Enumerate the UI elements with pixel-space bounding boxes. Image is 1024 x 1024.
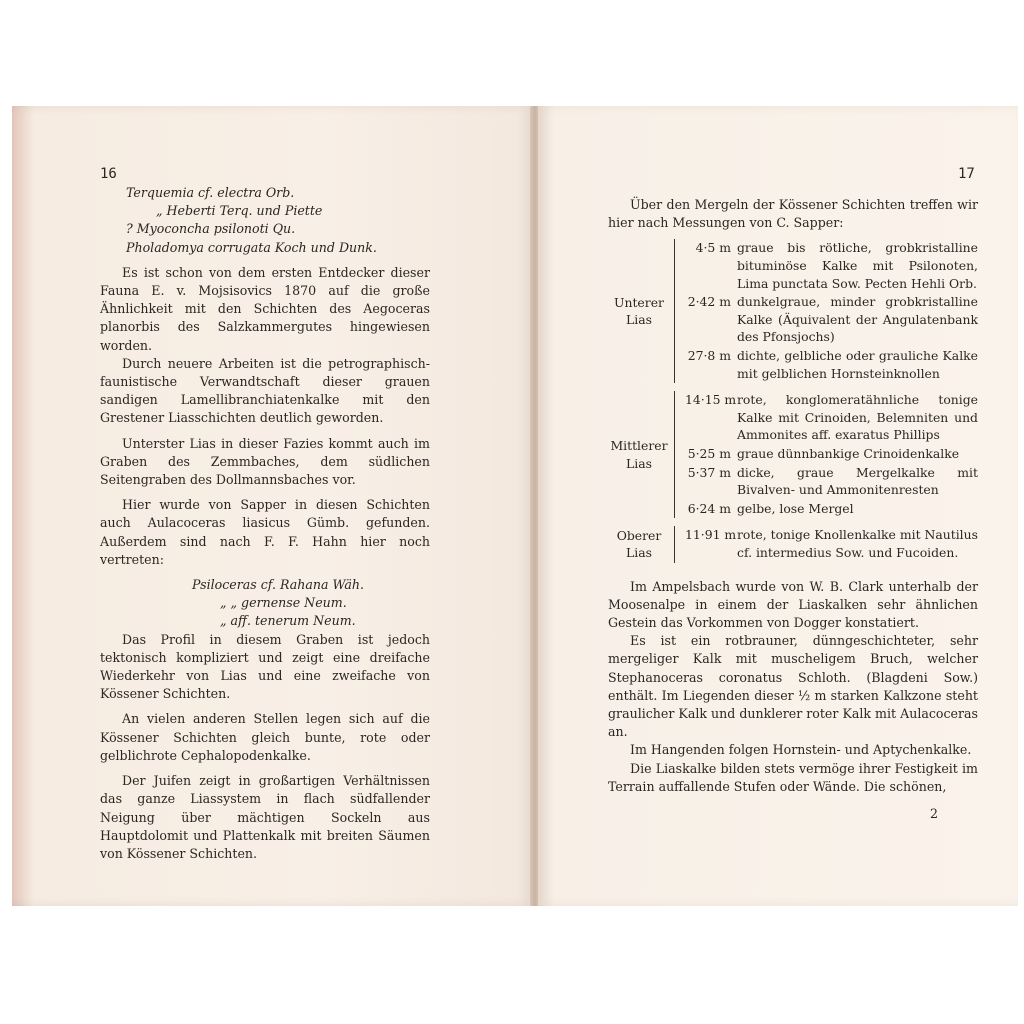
strata-thickness: 5·25 m — [687, 445, 731, 461]
fossil-line: ? Myoconcha psilonoti Qu. — [126, 221, 296, 237]
paragraph: Es ist schon von dem ersten Entdecker dieser Fauna E. v. Mojsisovics 1870 auf die große Ähnlichkeit mit den Schichten des Aegoceras planorbis des Salzkammergutes hingewiesen worden. — [100, 264, 430, 353]
strata-group-label: Unterer Lias — [614, 294, 664, 328]
paragraph: Durch neuere Arbeiten ist die petrographisch-faunistische Verwandtschaft dieser grauen sandigen Lamellibranchiatenkalke mit den Grestener Liasschichten deutlich geworden. — [100, 355, 430, 426]
strata-thickness: 11·91 m — [685, 527, 737, 543]
strata-row — [685, 500, 978, 518]
strata-thickness: 6·24 m — [687, 500, 731, 516]
left-page — [12, 106, 532, 906]
strata-description: rote, tonige Knollenkalke mit Nautilus cf. intermedius Sow. und Fucoiden. — [737, 527, 978, 560]
right-page — [538, 106, 1018, 906]
strata-thickness: 27·8 m — [687, 347, 731, 363]
page-number-right: 17 — [958, 166, 975, 182]
strata-thickness: 2·42 m — [687, 294, 731, 310]
paragraph: Der Juifen zeigt in großartigen Verhältnissen das ganze Liassystem in flach südfallender Neigung über mächtigen Sockeln aus Hauptdolomit und Plattenkalk mit breiten Säumen von Kössener Schichten. — [100, 773, 430, 861]
paragraph: Im Hangenden folgen Hornstein- und Aptychenkalke. — [630, 742, 972, 758]
strata-row — [685, 445, 978, 463]
paragraph: Im Ampelsbach wurde von W. B. Clark unterhalb der Moosenalpe in einem der Liaskalken sehr ähnlichen Gestein das Vorkommen von Dogger konstatiert. — [608, 578, 978, 630]
paragraph: Hier wurde von Sapper in diesen Schichten auch Aulacoceras liasicus Gümb. gefunden. Außerdem sind nach F. F. Hahn hier noch vertreten: — [100, 497, 430, 567]
brace-line — [675, 526, 686, 562]
paragraph: Das Profil in diesem Graben ist jedoch tektonisch kompliziert und zeigt eine dreifache Wiederkehr von Lias und eine zweifache von Kössener Schichten. — [100, 631, 430, 702]
strata-row — [685, 526, 978, 561]
strata-row — [685, 293, 978, 346]
strata-thickness: 14·15 m — [685, 392, 737, 408]
strata-description: dicke, graue Mergelkalke mit Bivalven- und Ammonitenresten — [737, 464, 978, 498]
paragraph: Unterster Lias in dieser Fazies kommt auch im Graben des Zemmbaches, dem südlichen Seitengraben des Dollmannsbaches vor. — [100, 435, 430, 488]
strata-group-label: Oberer Lias — [616, 527, 662, 561]
strata-description: dichte, gelbliche oder grauliche Kalke mit gelblichen Hornsteinknollen — [737, 347, 978, 381]
strata-row — [685, 239, 978, 292]
page-number-left: 16 — [100, 166, 117, 182]
strata-description: dunkelgraue, minder grobkristalline Kalke (Äquivalent der Angulatenbank des Pfonsjochs) — [737, 294, 978, 345]
strata-description: rote, konglomeratähnliche tonige Kalke mit Crinoiden, Belemniten und Ammonites aff. exaratus Phillips — [737, 392, 978, 443]
strata-thickness: 5·37 m — [687, 464, 731, 480]
fossil-line: Terquemia cf. electra Orb. — [126, 185, 295, 200]
strata-row — [685, 347, 978, 382]
fossil-line: „ aff. tenerum Neum. — [220, 613, 356, 629]
brace-line — [675, 391, 686, 518]
right-page-text — [608, 196, 978, 796]
brace-line — [675, 239, 686, 383]
fossil-line: Pholadomya corrugata Koch und Dunk. — [126, 239, 377, 255]
fossil-line: „ „ gernense Neum. — [220, 595, 347, 611]
strata-description: graue dünnbankige Crinoidenkalke — [737, 445, 960, 461]
strata-row — [685, 464, 978, 499]
strata-group — [608, 239, 978, 383]
strata-group — [608, 526, 978, 562]
book-spread — [12, 106, 1018, 906]
strata-group — [608, 391, 978, 518]
strata-description: gelbe, lose Mergel — [737, 500, 854, 516]
paragraph: Es ist ein rotbrauner, dünngeschichteter, sehr mergeliger Kalk mit muscheligem Bruch, welcher Stephanoceras coronatus Schloth. (Blagdeni Sow.) enthält. Im Liegenden dieser ½ m starken Kalkzone steht graulicher Kalk und dunklerer roter Kalk mit Aulacoceras an. — [608, 633, 978, 740]
paragraph: Die Liaskalke bilden stets vermöge ihrer Festigkeit im Terrain auffallende Stufen oder Wände. Die schönen, — [608, 760, 978, 794]
strata-group-label: Mittlerer Lias — [610, 438, 668, 471]
strata-row — [685, 391, 978, 444]
fossil-line: Psiloceras cf. Rahana Wäh. — [192, 577, 365, 593]
strata-table — [608, 239, 978, 562]
paragraph: Über den Mergeln der Kössener Schichten treffen wir hier nach Messungen von C. Sapper: — [608, 197, 978, 231]
left-page-text — [100, 184, 430, 863]
strata-thickness: 4·5 m — [695, 240, 731, 256]
fossil-line: „ Heberti Terq. und Piette — [156, 203, 323, 219]
signature-mark: 2 — [930, 806, 939, 821]
strata-description: graue bis rötliche, grobkristalline bituminöse Kalke mit Psilonoten, Lima punctata Sow. Pecten Hehli Orb. — [737, 240, 978, 291]
paragraph: An vielen anderen Stellen legen sich auf die Kössener Schichten gleich bunte, rote oder gelblichrote Cephalopodenkalke. — [100, 711, 430, 763]
